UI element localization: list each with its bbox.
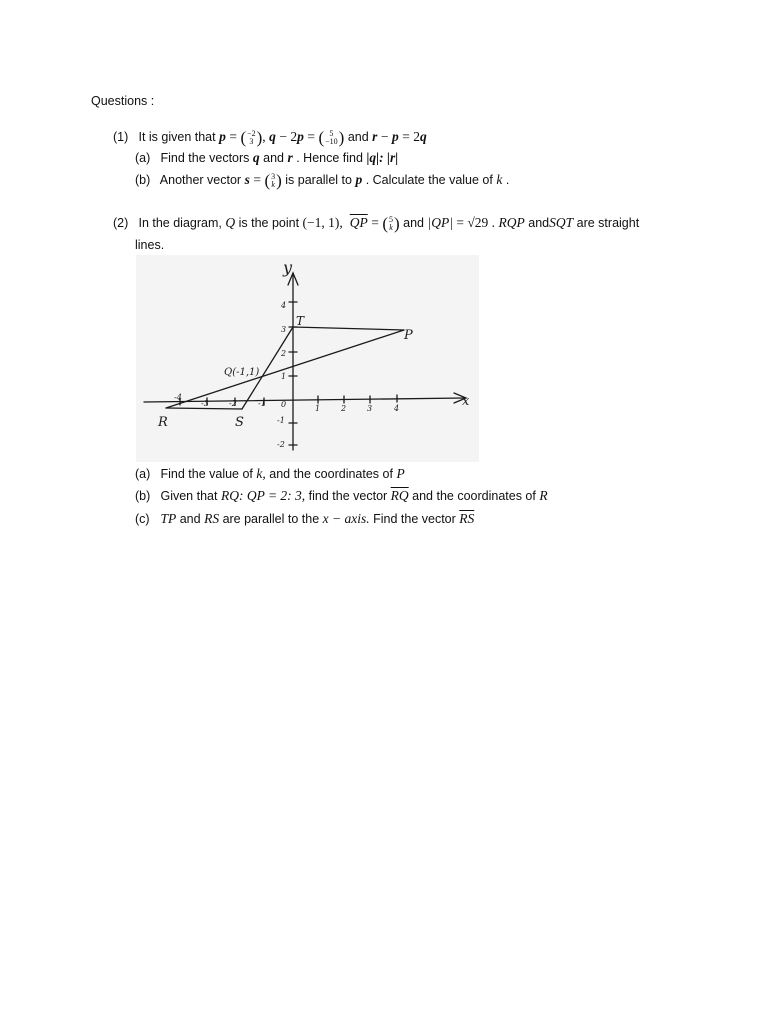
x-tick-label: 3	[367, 404, 373, 413]
question-2c	[135, 511, 474, 527]
q1-p-label: p	[219, 129, 226, 144]
question-2-statement-cont: lines.	[135, 238, 165, 252]
q1-expr2-eq: =	[307, 129, 315, 144]
q1a-text2: . Hence find	[296, 151, 363, 165]
q1b-vec-bottom: k	[271, 179, 275, 189]
line-RQP	[166, 330, 404, 408]
x-tick-label: 1	[315, 404, 321, 413]
q2-QP: $\overline{QP}$	[349, 215, 368, 230]
questions-heading: Questions :	[91, 94, 155, 108]
label-P: P	[404, 328, 413, 343]
label-S: S	[235, 415, 244, 430]
q2b-RQ: $\overline{RQ}$	[390, 488, 409, 503]
q1-comma: ,	[262, 129, 266, 144]
q1-expr2-vector: ( 5 −10 )	[318, 127, 345, 147]
coordinate-diagram	[136, 255, 479, 462]
question-2b	[135, 488, 548, 504]
q2c-axis: x − axis.	[322, 511, 370, 526]
y-tick-label: 2	[281, 349, 287, 358]
q1b-label: (b)	[135, 173, 151, 187]
q2-eq: =	[371, 215, 379, 230]
q2-text1: In the diagram,	[138, 216, 222, 230]
q2c-TP: TP	[160, 511, 177, 526]
q2-mag-eq: = √29 .	[456, 215, 496, 230]
q1-expr2-p: p	[297, 129, 304, 144]
q2-lines2: SQT	[549, 215, 574, 230]
x-tick-label: 4	[394, 404, 400, 413]
question-1-statement	[113, 129, 427, 146]
x-tick-label: -2	[229, 399, 237, 408]
line-TP	[293, 327, 404, 330]
question-2-number: (2)	[113, 216, 129, 230]
q2-vec-bottom: k	[389, 222, 393, 232]
y-tick-label: -2	[277, 440, 285, 449]
q2-QP-vector: ( 5 k )	[382, 213, 400, 233]
q1-eq: =	[229, 129, 237, 144]
y-tick-label: 1	[281, 372, 287, 381]
q1-p-vec-bottom: 3	[249, 136, 254, 146]
label-T: T	[296, 314, 305, 328]
q1-text-prefix: It is given that	[138, 130, 216, 144]
q2-and2: and	[528, 216, 550, 230]
q1-expr3-q: q	[420, 129, 427, 144]
question-1b	[135, 172, 509, 189]
q1b-text3: . Calculate the value of	[365, 173, 493, 187]
q1b-s: s	[244, 172, 250, 187]
q1a-ratio: |q|: |r|	[366, 150, 399, 165]
origin-label: 0	[281, 400, 287, 409]
q1b-p: p	[355, 172, 363, 187]
question-2-statement	[113, 215, 639, 232]
diagram-svg	[136, 255, 479, 462]
q1a-q: q	[252, 150, 260, 165]
q1a-text1: Find the vectors	[160, 151, 250, 165]
q2c-RS: RS	[204, 511, 220, 526]
x-tick-label: 2	[341, 404, 347, 413]
q1b-s-vector: ( 3 k )	[264, 170, 282, 190]
q1-p-vec-top: −2	[247, 128, 256, 138]
q2a-P: P	[396, 466, 405, 481]
q2-vec-top: 5	[389, 214, 393, 224]
question-2a	[135, 466, 405, 482]
y-axis-label: y	[283, 258, 293, 277]
q2c-label: (c)	[135, 512, 150, 526]
q2a-text2: and the coordinates of	[269, 467, 393, 481]
q1-expr3-r: r	[372, 129, 378, 144]
q1-p-vector: ( −2 3 )	[240, 127, 263, 147]
q1-expr2-vec-top: 5	[329, 128, 334, 138]
q2b-text2: find the vector	[308, 489, 388, 503]
y-tick-label: -1	[277, 416, 285, 425]
q2c-RS2: $\overline{RS}$	[459, 511, 475, 526]
q1-expr3-eq: = 2	[402, 129, 421, 144]
q2-Q: Q	[225, 215, 236, 230]
q2b-R: R	[539, 488, 548, 503]
q2b-text3: and the coordinates of	[412, 489, 536, 503]
q2a-label: (a)	[135, 467, 151, 481]
q2b-label: (b)	[135, 489, 151, 503]
q2c-and: and	[179, 512, 201, 526]
q1a-r: r	[287, 150, 293, 165]
q1b-eq: =	[253, 172, 261, 187]
x-tick-label: -3	[201, 399, 209, 408]
y-tick-label: 3	[281, 325, 287, 334]
q2a-k: k,	[256, 466, 266, 481]
question-1-number: (1)	[113, 130, 129, 144]
q1a-and: and	[263, 151, 284, 165]
q1-expr3-mid: −	[380, 129, 389, 144]
q1-expr2-q: q	[269, 129, 276, 144]
q2c-text2: Find the vector	[373, 512, 456, 526]
question-1a	[135, 150, 398, 166]
q1-and: and	[347, 130, 369, 144]
q1b-end: .	[505, 173, 510, 187]
x-tick-label: -4	[174, 393, 182, 402]
q1-expr3-p: p	[392, 129, 399, 144]
q1a-label: (a)	[135, 151, 151, 165]
q2b-ratio: RQ: QP = 2: 3,	[220, 488, 306, 503]
line-RS	[166, 408, 242, 409]
q1b-text1: Another vector	[159, 173, 242, 187]
x-axis-label: x	[462, 394, 470, 409]
q1b-k: k	[496, 172, 503, 187]
q2-text2: is the point	[238, 216, 300, 230]
q2-point: (−1, 1),	[302, 215, 343, 230]
q1-expr2-mid: − 2	[279, 129, 298, 144]
q2-text3: are straight	[576, 216, 640, 230]
q1b-vec-top: 3	[271, 171, 276, 181]
y-tick-label: 4	[281, 301, 287, 310]
q2-and: and	[403, 216, 425, 230]
q2c-text1: are parallel to the	[222, 512, 320, 526]
q1-expr2-vec-bottom: −10	[325, 136, 338, 146]
label-R: R	[158, 415, 168, 430]
q2b-text1: Given that	[160, 489, 218, 503]
q1b-text2: is parallel to	[285, 173, 352, 187]
label-Q: Q(-1,1)	[224, 367, 260, 378]
q2-mag: |QP|	[427, 215, 453, 230]
q2a-text: Find the value of	[160, 467, 253, 481]
x-tick-label: -1	[258, 399, 266, 408]
q2-lines1: RQP	[498, 215, 525, 230]
